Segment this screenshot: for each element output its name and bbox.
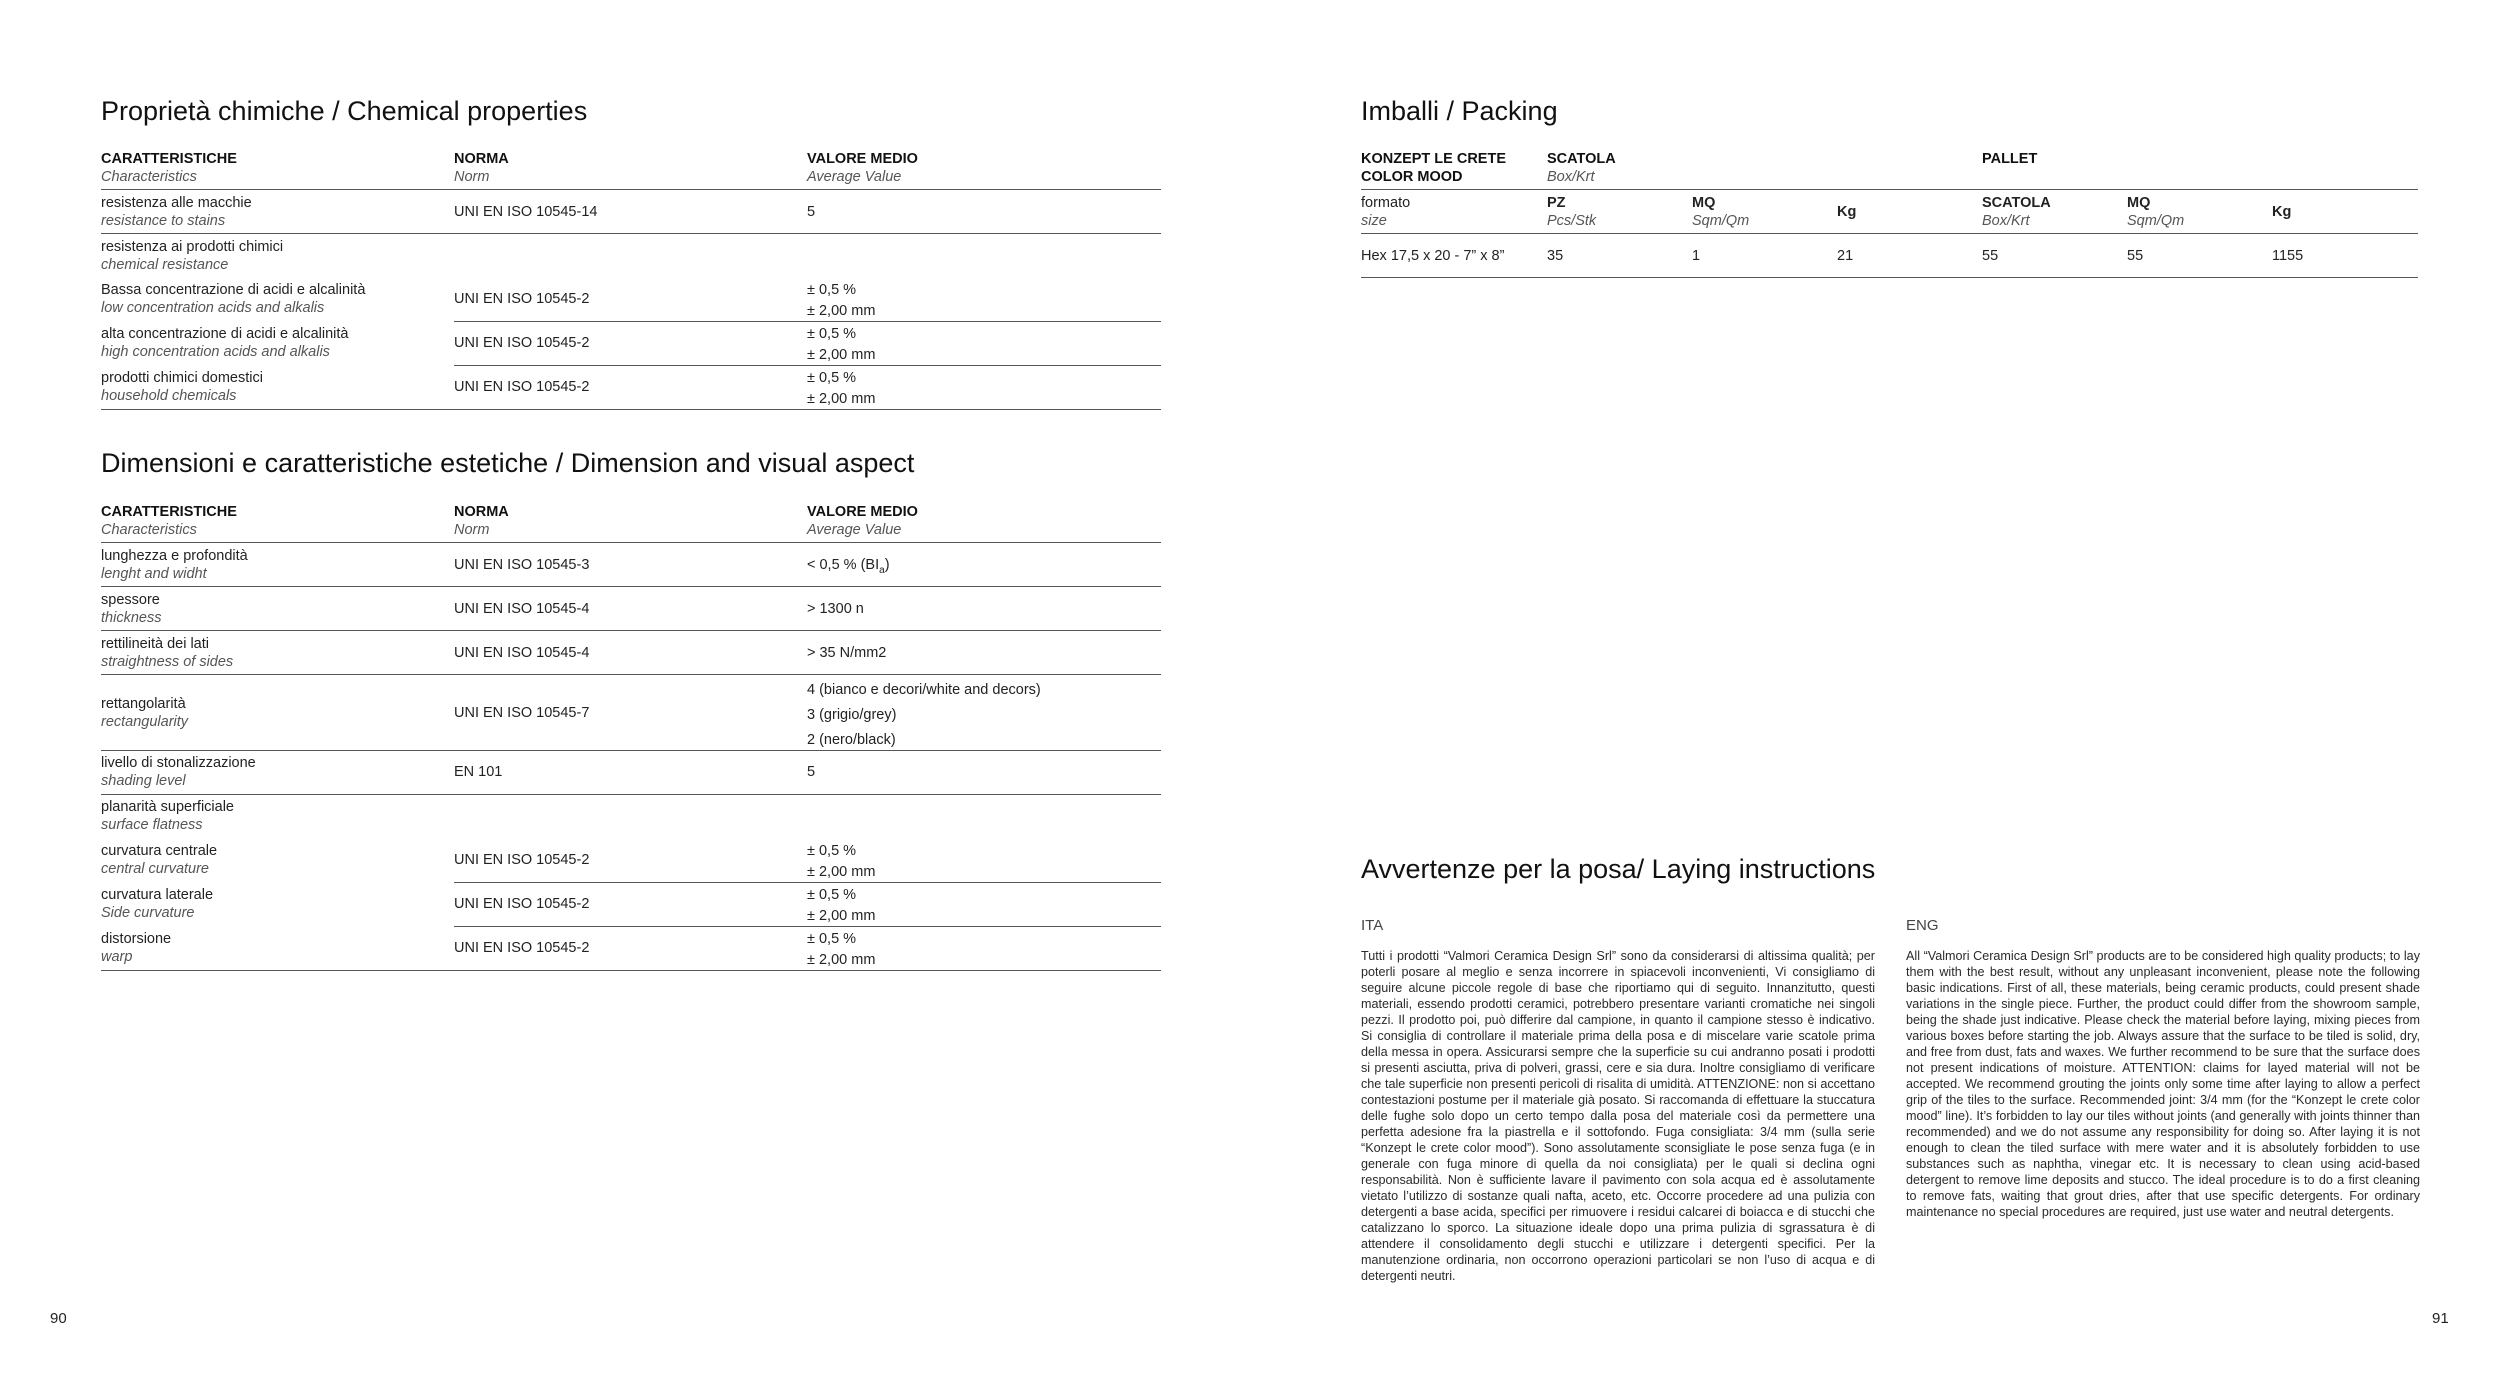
norm-cell: UNI EN ISO 10545-4 [454,645,590,661]
col-header-box: SCATOLA Box/Krt [1547,151,1616,185]
table-row: prodotti chimici domestici household chemicals [101,370,263,404]
table-row: distorsione warp [101,931,172,965]
table-row: rettangolarità rectangularity [101,696,189,730]
header-divider [101,542,1161,543]
norm-cell: UNI EN ISO 10545-2 [454,335,590,351]
sub-header-pallet-boxes: SCATOLA Box/Krt [1982,195,2051,229]
table-row: livello di stonalizzazione shading level [101,755,256,789]
sub-header-mq: MQ Sqm/Qm [1692,195,1750,229]
table-row: curvatura laterale Side curvature [101,887,214,921]
norm-cell: UNI EN ISO 10545-2 [454,291,590,307]
col-header-product: KONZEPT LE CRETE COLOR MOOD [1361,151,1507,185]
value-cell: > 35 N/mm2 [807,645,887,661]
table-row: lunghezza e profondità lenght and widht [101,548,248,582]
value-cell: ± 0,5 % ± 2,00 mm [807,931,876,968]
row-divider [101,630,1161,631]
page-number-right: 91 [2432,1310,2449,1327]
table-bottom-divider [101,409,1161,410]
eng-label: ENG [1906,917,1939,934]
row-divider [454,321,1161,322]
header-divider [1361,189,2418,190]
value-cell: 5 [807,764,816,780]
value-cell: > 1300 n [807,601,864,617]
norm-cell: EN 101 [454,764,503,780]
header-divider [101,189,1161,190]
ita-instructions: Tutti i prodotti “Valmori Ceramica Design Srl” sono da considerarsi di altissima qualità; per poterli posare al meglio e senza incorrere in spiacevoli inconvenienti, Vi consigliamo di seguire alcune piccole regole di base che riportiamo qui di seguito. Innanzitutto, questi materiali, essendo prodotti ceramici, potrebbero presentare varianti cromatiche nei singoli pezzi. Il prodotto poi, può differire dal campione, in quanto il campione stesso è indicativo. Si consiglia di controllare il materiale prima della posa e di miscelare varie scatole prima della messa in opera. Assicurarsi sempre che la superficie su cui andranno posati i prodotti si presenti asciutta, priva di polveri, grassi, cere e sia dura. Inoltre consigliamo di verificare che tale superficie non presenti pericoli di risalita di umidità. ATTENZIONE: non si accettano contestazioni postume per il materiale già posato. Si raccomanda di effettuare la stuccatura delle fughe solo dopo un certo tempo dalla posa del materiale così da permettere una perfetta adesione fra la piastrella e il sottofondo. Fuga consigliata: 3/4 mm (sulla serie “Konzept le crete color mood”). Sono assolutamente sconsigliate le pose senza fuga (e in generale con fuga minore di quella da noi consigliata) per le quali si declina ogni responsabilità. Non è sufficiente lavare il pavimento con sola acqua ed è assolutamente vietato l’utilizzo di sostanze quali nafta, aceto, etc. Occorre procedere ad una pulizia con detergenti a base acida, specifici per rimuovere i residui calcarei di boiacca e di stucchi che catalizzano lo sporco. La situazione ideale dopo una prima pulizia di sgrassatura è di attendere il consolidamento degli stucchi e utilizzare i detergenti specifici. Per la manutenzione ordinaria, non occorrono operazioni particolari se non l’uso di acqua e di detergenti neutri. [1361,949,1875,1283]
table-bottom-divider [101,970,1161,971]
packing-pallet-boxes-cell: 55 [1982,248,1999,264]
row-divider [101,794,1161,795]
value-cell: 4 (bianco e decori/white and decors) 3 (grigio/grey) 2 (nero/black) [807,682,1041,748]
row-divider [101,233,1161,234]
packing-format-cell: Hex 17,5 x 20 - 7” x 8” [1361,248,1505,264]
value-cell: ± 0,5 % ± 2,00 mm [807,326,876,363]
table-row: curvatura centrale central curvature [101,843,218,877]
packing-table [1361,150,2418,280]
norm-cell: UNI EN ISO 10545-2 [454,896,590,912]
norm-cell: UNI EN ISO 10545-14 [454,204,598,220]
col-header-value: VALORE MEDIO Average Value [807,151,918,185]
row-divider [1361,233,2418,234]
sub-header-pallet-kg: Kg [2272,204,2292,220]
chemical-section-title: Proprietà chimiche / Chemical properties [101,96,588,126]
value-cell: ± 0,5 % ± 2,00 mm [807,370,876,407]
table-bottom-divider [1361,277,2418,278]
row-divider [101,674,1161,675]
packing-pallet-kg-cell: 1155 [2272,248,2304,264]
value-cell: ± 0,5 % ± 2,00 mm [807,887,876,924]
packing-kg-cell: 21 [1837,248,1854,264]
row-divider [101,750,1161,751]
table-row: resistenza ai prodotti chimici chemical resistance [101,239,284,273]
norm-cell: UNI EN ISO 10545-2 [454,940,590,956]
norm-cell: UNI EN ISO 10545-2 [454,379,590,395]
col-header-pallet: PALLET [1982,151,2038,167]
col-header-norm: NORMA Norm [454,504,509,538]
row-divider [454,926,1161,927]
packing-section-title: Imballi / Packing [1361,96,1558,126]
value-cell: 5 [807,204,816,220]
sub-header-kg: Kg [1837,204,1857,220]
dimension-section-title: Dimensioni e caratteristiche estetiche / Dimension and visual aspect [101,448,915,478]
norm-cell: UNI EN ISO 10545-7 [454,705,590,721]
dimension-table [101,503,1161,973]
norm-cell: UNI EN ISO 10545-4 [454,601,590,617]
value-cell: < 0,5 % $(BI_a)$ [807,557,890,576]
sub-header-format: formato size [1361,195,1411,229]
table-row: resistenza alle macchie resistance to stains [101,195,252,229]
sub-header-pz: PZ Pcs/Stk [1547,195,1597,229]
packing-mq-cell: 1 [1692,248,1701,264]
table-row: spessore thickness [101,592,162,626]
ita-label: ITA [1361,917,1384,934]
value-cell: ± 0,5 % ± 2,00 mm [807,282,876,319]
table-row: alta concentrazione di acidi e alcalinità high concentration acids and alkalis [101,326,349,360]
packing-pz-cell: 35 [1547,248,1564,264]
col-header-norm: NORMA Norm [454,151,509,185]
col-header-characteristics: CARATTERISTICHE Characteristics [101,504,237,538]
sub-header-pallet-mq: MQ Sqm/Qm [2127,195,2185,229]
row-divider [101,586,1161,587]
value-cell: ± 0,5 % ± 2,00 mm [807,843,876,880]
table-row: rettilineità dei lati straightness of sides [101,636,234,670]
chemical-table [101,150,1161,415]
row-divider [454,882,1161,883]
col-header-characteristics: CARATTERISTICHE Characteristics [101,151,237,185]
eng-instructions: All “Valmori Ceramica Design Srl” products are to be considered high quality products; to lay them with the best result, without any unpleasant inconvenient, please note the following basic indications. First of all, these materials, being ceramic products, could present shade variations in the single piece. Further, the product could differ from the showroom sample, being the shade just indicative. Please check the material before laying, mixing pieces from various boxes before starting the job. Always assure that the surface to be tiled is solid, dry, and free from dust, fats and waxes. We further recommend to be sure that the surface does not present indications of moisture. ATTENTION: claims for layed material will not be accepted. We recommend grouting the joints only some time after laying to allow a perfect grip of the tiles to the surface. Recommended joint: 3/4 mm (for the “Konzept le crete color mood” line). It’s forbidden to lay our tiles without joints (and generally with joints thinner than recommended) and we do not assume any responsibility for doing so. After laying it is not enough to clean the tiled surface with mere water and it is absolutely forbidden to use substances such as naphtha, vinegar etc. It is necessary to clean using acid-based detergent to remove lime deposits and stucco. The ideal procedure is to do a first cleaning to remove fats, waiting that grout dries, after that use specific detergents. For ordinary maintenance no special procedures are required, just use water and neutral detergents. [1906,949,2420,1219]
table-row: planarità superficiale surface flatness [101,799,234,833]
norm-cell: UNI EN ISO 10545-3 [454,557,590,573]
col-header-value: VALORE MEDIO Average Value [807,504,918,538]
norm-cell: UNI EN ISO 10545-2 [454,852,590,868]
row-divider [454,365,1161,366]
packing-pallet-mq-cell: 55 [2127,248,2144,264]
table-row: Bassa concentrazione di acidi e alcalinità low concentration acids and alkalis [101,282,366,316]
laying-section-title: Avvertenze per la posa/ Laying instructions [1361,854,1876,884]
page-number-left: 90 [50,1310,67,1327]
